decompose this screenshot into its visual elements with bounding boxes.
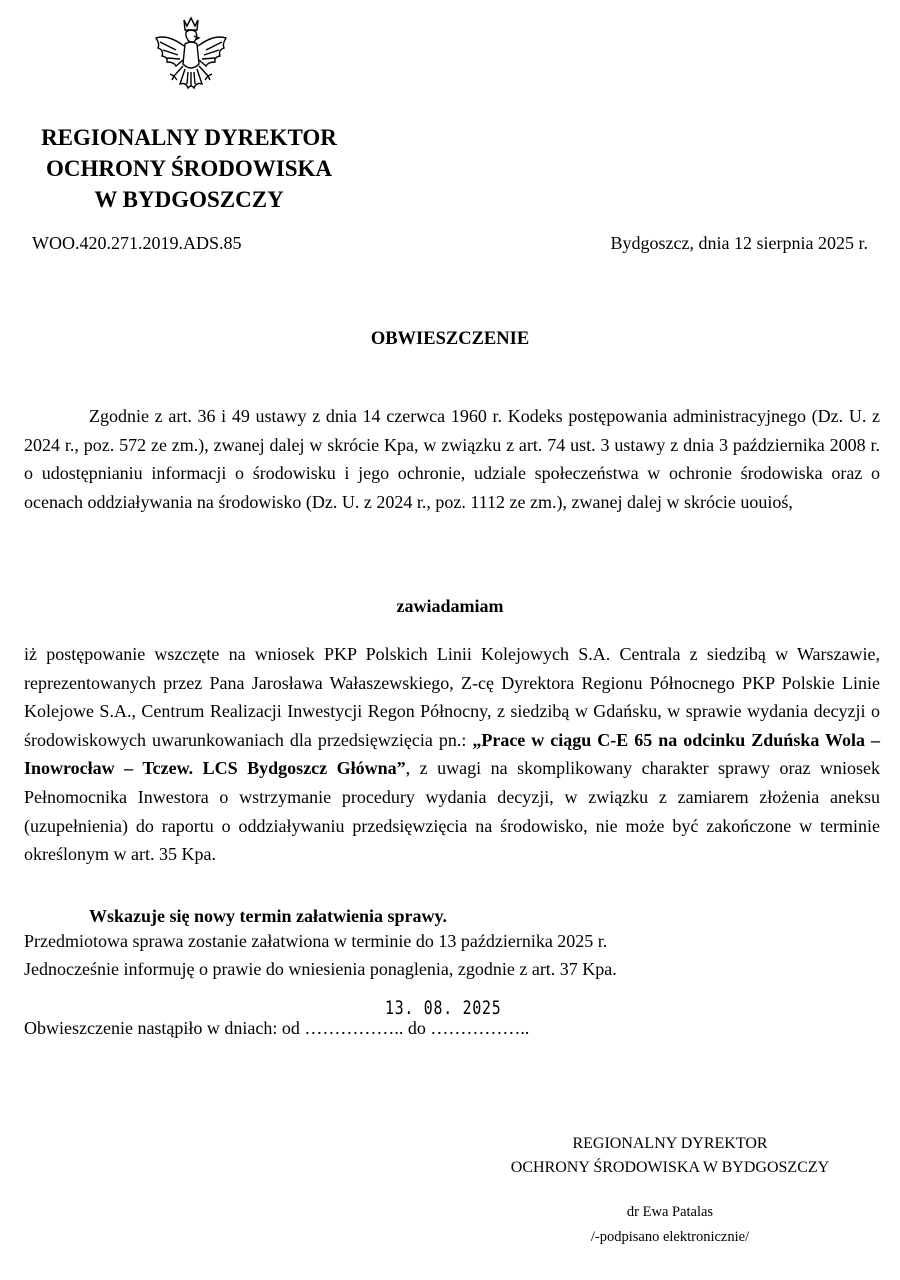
document-title: OBWIESZCZENIE [370, 329, 530, 349]
signature-title-line-1: REGIONALNY DYREKTOR [572, 1135, 768, 1152]
reference-number: WOO.420.271.2019.ADS.85 [32, 233, 242, 253]
authority-line-3: W BYDGOSZCZY [94, 187, 284, 212]
polish-eagle-emblem-icon [150, 14, 232, 98]
date-stamp: 13. 08. 2025 [385, 997, 502, 1019]
body-text-part-1: iż postępowanie wszczęte na wniosek PKP Polskich Linii Kolejowych S.A. Centrala z siedzibą w Warszawie, reprezentowanych przez Pana Jarosława Wałaszewskiego, Z-cę Dyrektora Regionu Północnego PKP Polskie Linie Kolejowe S.A., Centrum Realizacji Inwestycji Regon Północny, z siedzibą w Gdańsku, w sprawie wydania decyzji o środowiskowych uwarunkowaniach dla przedsięwzięcia pn.: [24, 644, 880, 750]
authority-line-2: OCHRONY ŚRODOWISKA [45, 156, 333, 181]
signature-title-line-2: OCHRONY ŚRODOWISKA W BYDGOSZCZY [510, 1159, 830, 1176]
signature-block [480, 1132, 860, 1250]
body-paragraph [24, 640, 880, 869]
intro-paragraph: Zgodnie z art. 36 i 49 ustawy z dnia 14 czerwca 1960 r. Kodeks postępowania administracyjnego (Dz. U. z 2024 r., poz. 572 ze zm.), zwanej dalej w skrócie Kpa, w związku z art. 74 ust. 3 ustawy z dnia 3 października 2008 r. o udostępnianiu informacji o środowisku i jego ochronie, udziale społeczeństwa w ochronie środowiska oraz o ocenach oddziaływania na środowisko (Dz. U. z 2024 r., poz. 1112 ze zm.), zwanej dalej w skrócie uouioś, [24, 406, 880, 512]
deadline-statement: Przedmiotowa sprawa zostanie załatwiona w terminie do 13 października 2025 r. [24, 931, 608, 951]
project-name: „Prace w ciągu C-E 65 na odcinku Zduńska Wola – Inowrocław – Tczew. LCS Bydgoszcz Główna” [24, 729, 880, 779]
electronic-signature-note: /-podpisano elektronicznie/ [590, 1229, 750, 1245]
notice-period: Obwieszczenie nastąpiło w dniach: od …………….. do …………….. [24, 1018, 530, 1038]
authority-line-1: REGIONALNY DYREKTOR [41, 125, 337, 150]
complaint-info: Jednocześnie informuję o prawie do wniesienia ponaglenia, zgodnie z art. 37 Kpa. [24, 959, 617, 979]
place-and-date: Bydgoszcz, dnia 12 sierpnia 2025 r. [610, 233, 868, 253]
authority-header [22, 122, 356, 215]
body-text-part-2: , z uwagi na skomplikowany charakter sprawy oraz wniosek Pełnomocnika Inwestora o wstrzymanie procedury wydania decyzji, w związku z zamiarem złożenia aneksu (uzupełnienia) do raportu o oddziaływaniu przedsięwzięcia na środowisko, nie może być zakończone w terminie określonym w art. 35 Kpa. [24, 758, 880, 865]
signatory-name: dr Ewa Patalas [626, 1204, 714, 1220]
announcement-heading: zawiadamiam [396, 596, 504, 616]
new-term-statement: Wskazuje się nowy termin załatwienia sprawy. [89, 906, 447, 926]
